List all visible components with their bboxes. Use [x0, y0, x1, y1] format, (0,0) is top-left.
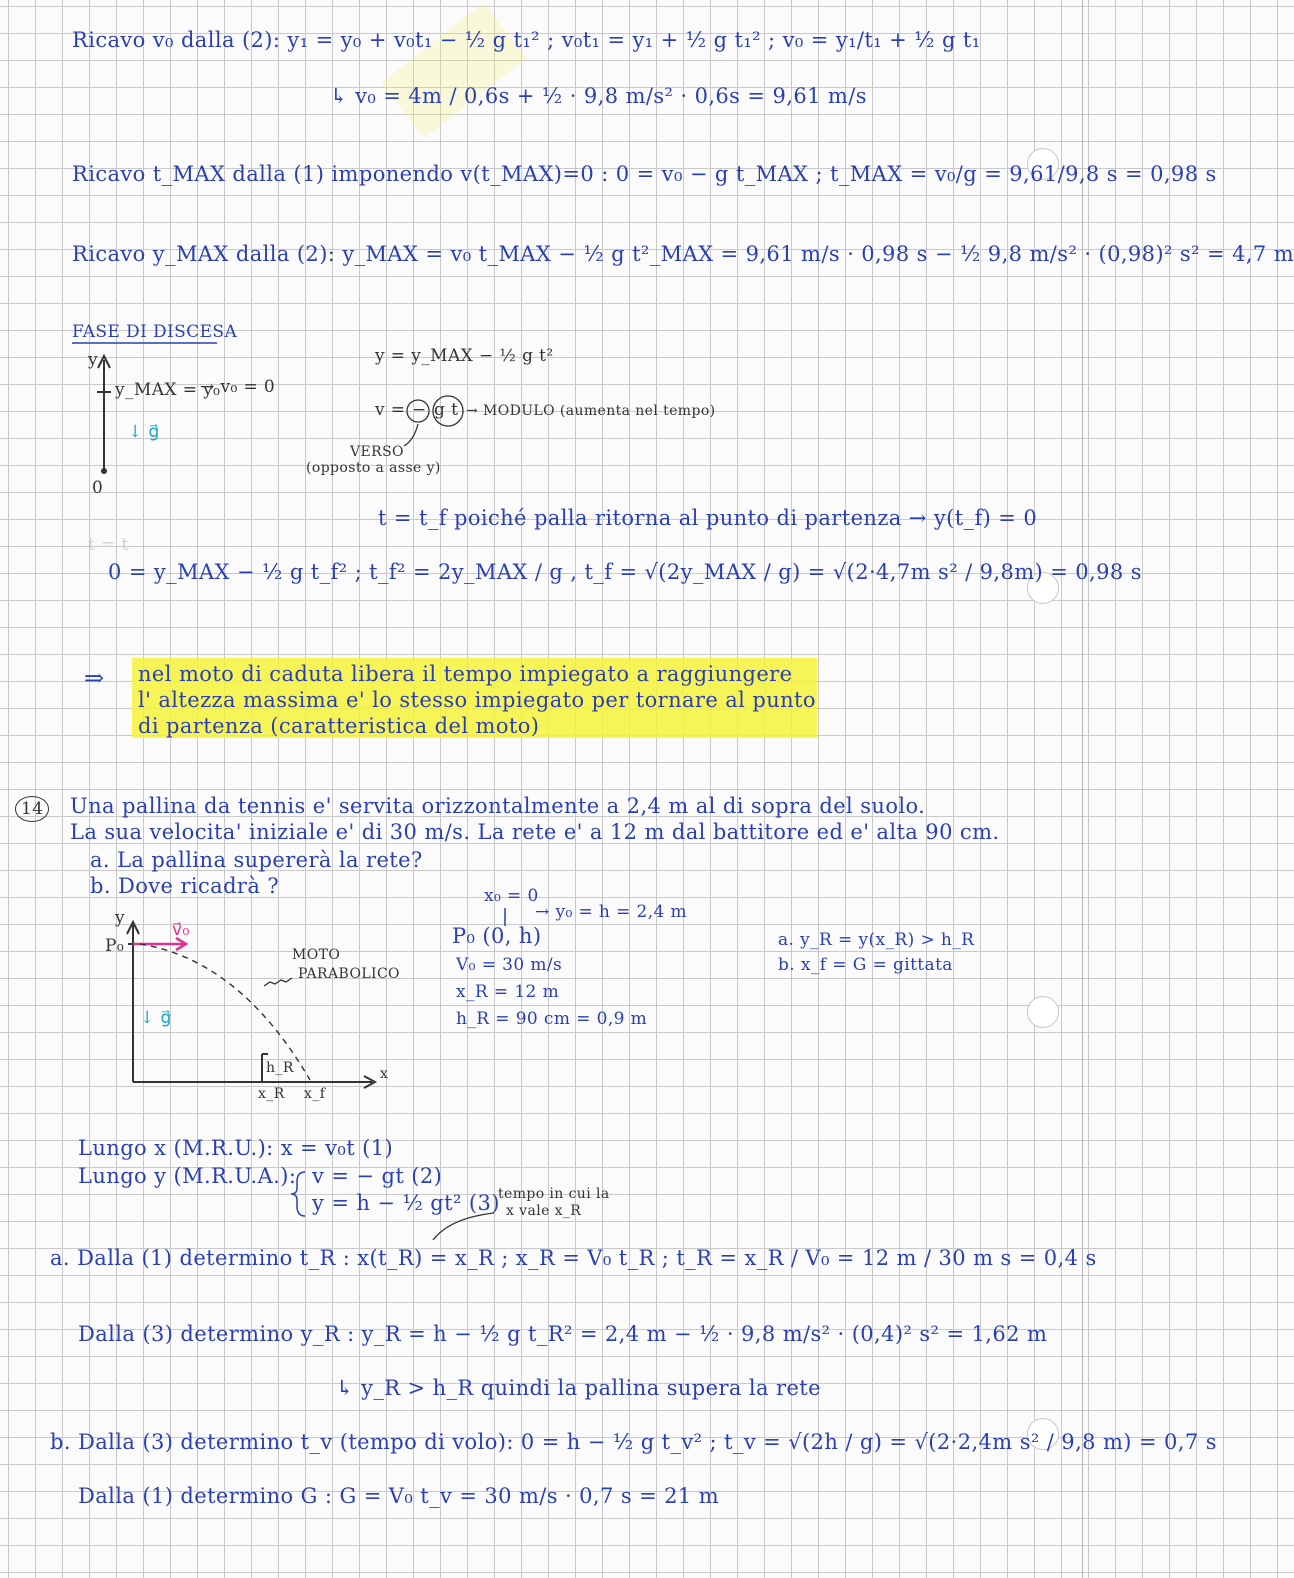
- eq-v-prefix: v =: [375, 400, 406, 420]
- lungo-y-label: Lungo y (M.R.U.A.):: [78, 1164, 297, 1188]
- fase-discesa-heading: FASE DI DISCESA: [72, 322, 238, 342]
- faint-text: t = t: [88, 535, 129, 555]
- ymax-label: y_MAX = y₀: [115, 380, 221, 400]
- descent-g-vector: ↓ g⃗: [128, 422, 160, 442]
- part-a-line: a. Dalla (1) determino t_R : x(t_R) = x_R ; x_R = V₀ t_R ; t_R = x_R / V₀ = 12 m / 30 m s = 0,4 s: [50, 1246, 1097, 1270]
- hr-given: h_R = 90 cm = 0,9 m: [456, 1009, 648, 1029]
- descent-origin-label: 0: [92, 478, 104, 498]
- lungo-x-eq: Lungo x (M.R.U.): x = v₀t (1): [78, 1136, 394, 1160]
- problem-number-badge: 14: [15, 796, 49, 822]
- xr-given: x_R = 12 m: [456, 982, 560, 1002]
- proj-y-label: y: [115, 908, 126, 928]
- conclusion-supera: ↳ y_R > h_R quindi la pallina supera la rete: [336, 1376, 821, 1400]
- dalla-1-gittata: Dalla (1) determino G : G = V₀ t_v = 30 m/s · 0,7 s = 21 m: [78, 1484, 720, 1508]
- highlight-line-1: nel moto di caduta libera il tempo impiegato a raggiungere: [138, 662, 793, 686]
- proj-hr-label: h_R: [266, 1060, 294, 1076]
- eq-v-gt: g t: [434, 400, 459, 420]
- proj-parabolico-label: PARABOLICO: [298, 966, 400, 982]
- proj-x-label: x: [380, 1066, 389, 1082]
- highlight-line-2: l' altezza massima e' lo stesso impiegato per tornare al punto: [138, 688, 816, 712]
- eq-velocity-y: v = − gt (2): [312, 1164, 443, 1188]
- x0-value: x₀ = 0: [484, 886, 539, 906]
- tempo-note-1: tempo in cui la: [498, 1186, 610, 1202]
- highlight-line-3: di partenza (caratteristica del moto): [138, 714, 540, 738]
- moto-pointer: [264, 978, 292, 986]
- proj-p0-label: P₀: [105, 936, 125, 956]
- condition-b: b. x_f = G = gittata: [778, 955, 953, 975]
- v0-given: V₀ = 30 m/s: [456, 955, 563, 975]
- eq-position-y: y = h − ½ gt² (3): [312, 1191, 500, 1215]
- dalla-3-yr: Dalla (3) determino y_R : y_R = h − ½ g t_R² = 2,4 m − ½ · 9,8 m/s² · (0,4)² s² = 1,62 m: [78, 1322, 1048, 1346]
- implies-arrow: ⇒: [84, 664, 105, 692]
- v0-zero-label: → v₀ = 0: [200, 377, 276, 397]
- problem-text-2: La sua velocita' iniziale e' di 30 m/s. La rete e' a 12 m dal battitore ed e' alta 90 cm.: [70, 820, 1000, 844]
- p0-coordinates: P₀ (0, h): [452, 924, 542, 948]
- proj-v0-label: v⃗₀: [172, 920, 190, 940]
- tempo-pointer: [433, 1213, 494, 1240]
- proj-g-vector: ↓ g⃗: [140, 1008, 172, 1028]
- problem-text-1: Una pallina da tennis e' servita orizzontalmente a 2,4 m al di sopra del suolo.: [70, 794, 926, 818]
- line-ricavo-v0: Ricavo v₀ dalla (2): y₁ = y₀ + v₀t₁ − ½ g t₁² ; v₀t₁ = y₁ + ½ g t₁² ; v₀ = y₁/t₁ + ½ g t₁: [72, 28, 981, 52]
- condition-a: a. y_R = y(x_R) > h_R: [778, 930, 975, 950]
- tf-explanation: t = t_f poiché palla ritorna al punto di partenza → y(t_f) = 0: [378, 506, 1038, 530]
- proj-xr-label: x_R: [258, 1086, 285, 1102]
- problem-question-b: b. Dove ricadrà ?: [90, 874, 280, 898]
- verso-pointer: [404, 424, 418, 446]
- eq-y-descent: y = y_MAX − ½ g t²: [375, 346, 554, 366]
- verso-note: VERSO: [350, 444, 404, 460]
- problem-question-a: a. La pallina supererà la rete?: [90, 848, 423, 872]
- proj-xf-label: x_f: [304, 1086, 326, 1102]
- tempo-note-2: x vale x_R: [506, 1203, 582, 1219]
- line-ricavo-tmax: Ricavo t_MAX dalla (1) imponendo v(t_MAX)=0 : 0 = v₀ − g t_MAX ; t_MAX = v₀/g = 9,61/9,8 s = 0,98 s: [72, 162, 1217, 186]
- proj-moto-label: MOTO: [292, 947, 341, 963]
- part-b-line: b. Dalla (3) determino t_v (tempo di volo): 0 = h − ½ g t_v² ; t_v = √(2h / g) = √(2·2,4m s² / 9,8 m) = 0,7 s: [50, 1430, 1217, 1454]
- eq-v-minus: −: [412, 400, 427, 420]
- modulo-note: → MODULO (aumenta nel tempo): [466, 403, 716, 419]
- line-v0-result: ↳ v₀ = 4m / 0,6s + ½ · 9,8 m/s² · 0,6s = 9,61 m/s: [330, 84, 867, 108]
- line-ricavo-ymax: Ricavo y_MAX dalla (2): y_MAX = v₀ t_MAX − ½ g t²_MAX = 9,61 m/s · 0,98 s − ½ 9,8 m/s² · (0,98)² s² = 4,7 m: [72, 242, 1294, 266]
- opposto-note: (opposto a asse y): [306, 460, 441, 476]
- origin-dot: [101, 468, 107, 474]
- eq-tf: 0 = y_MAX − ½ g t_f² ; t_f² = 2y_MAX / g , t_f = √(2y_MAX / g) = √(2·4,7m s² / 9,8m) = 0,98 s: [108, 560, 1142, 584]
- descent-axis-y-label: y: [88, 350, 99, 370]
- y0-value: → y₀ = h = 2,4 m: [535, 902, 688, 922]
